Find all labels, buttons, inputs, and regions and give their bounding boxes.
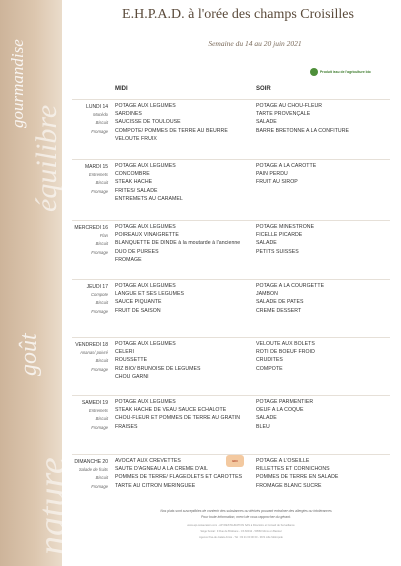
lunch-dish: VELOUTE FRUIX — [115, 135, 157, 142]
leaf-icon — [310, 68, 318, 76]
lunch-dish: STEAK HACHE — [115, 179, 153, 186]
menu-row — [64, 366, 400, 374]
lunch-dish: DUO DE PUREES — [115, 248, 159, 255]
side-dish-label: Fromage — [91, 366, 108, 372]
dinner-dish: SALADE DE PATES — [256, 299, 304, 306]
menu-row — [64, 111, 400, 119]
dinner-dish: POMMES DE TERRE EN SALADE — [256, 474, 339, 481]
dinner-dish: PAIN PERDU — [256, 171, 288, 178]
day-block — [64, 163, 400, 213]
dinner-dish: POTAGE PARMENTIER — [256, 399, 314, 405]
lunch-dish: POTAGE AUX LEGUMES — [115, 283, 176, 289]
side-dish-label: Biscuit — [95, 241, 108, 247]
lunch-dish: CELERI — [115, 349, 135, 356]
side-dish-label: Ananas/ poivré — [80, 350, 108, 356]
day-block — [64, 399, 400, 449]
dinner-dish: BARRE BRETONNE A LA CONFITURE — [256, 127, 350, 134]
lunch-dish: SAUCISSE DE TOULOUSE — [115, 119, 181, 126]
side-dish-label: Entremets — [88, 172, 108, 178]
menu-row — [64, 474, 400, 482]
side-dish-label: Biscuit — [95, 475, 108, 481]
dinner-dish: FICELLE PICARDE — [256, 232, 303, 239]
day-block — [64, 103, 400, 153]
menu-row — [64, 163, 400, 171]
side-dish-label: Biscuit — [95, 358, 108, 364]
day-name: JEUDI 17 — [86, 283, 108, 290]
menu-row — [64, 374, 400, 382]
lunch-dish: LANGUE ET SES LEGUMES — [115, 291, 184, 298]
side-dish-label: Compote — [91, 292, 108, 298]
agency-line: Agence Pas-de-Calais Artois - Tél : 03 21 00 00 00 - RCS Lille Métropole — [199, 536, 283, 539]
day-name: SAMEDI 19 — [81, 399, 108, 406]
allergy-notice: Nos plats sont susceptibles de contenir des substances ou dérivés pouvant entraîner des allergies ou intolérances — [160, 509, 332, 513]
page-title: E.H.P.A.D. à l'orée des champs Croisilles — [122, 7, 354, 22]
dinner-dish: POTAGE A LA CAROTTE — [256, 163, 317, 169]
side-dish-label: Entremets — [88, 408, 108, 414]
dinner-dish: POTAGE MINESTRONE — [256, 224, 315, 230]
side-dish-label: Macédo — [93, 112, 108, 118]
lunch-dish: POTAGE AUX LEGUMES — [115, 341, 176, 347]
menu-row — [64, 128, 400, 136]
lunch-dish: CHOU GARNI — [115, 373, 149, 380]
menu-row — [64, 349, 400, 357]
dinner-dish: CRUDITES — [256, 357, 283, 364]
lunch-dish: RIZ BIO/ BRUNOISE DE LEGUMES — [115, 365, 201, 372]
dinner-dish: FROMAGE BLANC SUCRE — [256, 482, 322, 489]
lunch-dish: ENTREMETS AU CARAMEL — [115, 195, 183, 202]
bio-stamp-text: BIO — [232, 459, 238, 463]
day-block — [64, 283, 400, 333]
lunch-dish: COMPOTE/ POMMES DE TERRE AU BEURRE — [115, 127, 228, 134]
menu-row — [64, 196, 400, 204]
menu-row — [64, 103, 400, 111]
address-line: Siège Social : 9 Rue de Brisbane - CS 60012 - 59560 Mons en Barœul — [200, 530, 282, 533]
decorative-side-band — [0, 0, 73, 566]
day-name: VENDREDI 18 — [75, 341, 108, 348]
dinner-dish: FRUIT AU SIROP — [256, 179, 298, 186]
menu-row — [64, 119, 400, 127]
menu-row — [64, 291, 400, 299]
lunch-dish: POTAGE AUX LEGUMES — [115, 163, 176, 169]
lunch-dish: FROMAGE — [115, 256, 142, 263]
side-dish-label: Fromage — [91, 188, 108, 194]
band-word-3: goût — [16, 333, 42, 376]
dinner-dish: SALADE — [256, 240, 277, 247]
side-dish-label: Biscuit — [95, 120, 108, 126]
lunch-dish: TARTE AU CITRON MERINGUEE — [115, 482, 196, 489]
lunch-dish: ROUSSETTE — [115, 357, 148, 364]
column-header-soir: SOIR — [256, 86, 271, 92]
menu-row — [64, 171, 400, 179]
menu-row — [64, 224, 400, 232]
side-dish-label: Biscuit — [95, 416, 108, 422]
menu-row — [64, 415, 400, 423]
menu-row — [64, 308, 400, 316]
dinner-dish: ROTI DE BOEUF FROID — [256, 349, 315, 356]
menu-row — [64, 299, 400, 307]
column-header-midi: MIDI — [115, 86, 128, 92]
dinner-dish: POTAGE A L'OSEILLE — [256, 458, 310, 464]
menu-row — [64, 283, 400, 291]
menu-row — [64, 188, 400, 196]
side-dish-label: Fromage — [91, 483, 108, 489]
company-line: www.api-restauration.com - API RESTAURATION SAS à Directoire et Conseil de Surveillance — [187, 524, 295, 527]
dinner-dish: PETITS SUISSES — [256, 248, 299, 255]
dinner-dish: CREME DESSERT — [256, 307, 302, 314]
dinner-dish: OEUF A LA COQUE — [256, 407, 304, 414]
dinner-dish: RILLETTES ET CORNICHONS — [256, 466, 330, 473]
menu-row — [64, 249, 400, 257]
menu-row — [64, 407, 400, 415]
band-word-4: nature — [31, 457, 73, 555]
lunch-dish: FRITES/ SALADE — [115, 187, 158, 194]
lunch-dish: CONCOMBRE — [115, 171, 150, 178]
band-word-1: gourmandise — [8, 39, 27, 128]
menu-row — [64, 232, 400, 240]
menu-row — [64, 399, 400, 407]
side-dish-label: Salade de fruits — [78, 467, 108, 473]
side-dish-label: Biscuit — [95, 300, 108, 306]
lunch-dish: POTAGE AUX LEGUMES — [115, 224, 176, 230]
side-dish-label: Biscuit — [95, 180, 108, 186]
day-name: MARDI 15 — [84, 163, 108, 170]
bio-stamp — [226, 455, 244, 467]
side-dish-label: Fromage — [91, 424, 108, 430]
menu-row — [64, 357, 400, 365]
band-word-2: équilibre — [30, 104, 63, 212]
menu-row — [64, 483, 400, 491]
lunch-dish: FRUIT DE SAISON — [115, 307, 161, 314]
menu-row — [64, 179, 400, 187]
side-dish-label: Flan — [99, 233, 108, 239]
side-dish-label: Fromage — [91, 308, 108, 314]
menu-row — [64, 424, 400, 432]
dinner-dish: POTAGE AU CHOU-FLEUR — [256, 103, 323, 109]
lunch-dish: STEAK HACHE DE VEAU SAUCE ECHALOTE — [115, 407, 227, 414]
lunch-dish: POMMES DE TERRE/ FLAGEOLETS ET CAROTTES — [115, 474, 243, 481]
dinner-dish: JAMBON — [256, 291, 278, 298]
dinner-dish: TARTE PROVENÇALE — [256, 111, 311, 118]
menu-row — [64, 257, 400, 265]
menu-row — [64, 240, 400, 248]
lunch-dish: AVOCAT AUX CREVETTES — [115, 458, 181, 464]
side-dish-label: Fromage — [91, 128, 108, 134]
lunch-dish: POIREAUX VINAIGRETTE — [115, 232, 179, 239]
day-block — [64, 224, 400, 274]
dinner-dish: VELOUTE AUX BOLETS — [256, 341, 315, 347]
day-name: LUNDI 14 — [86, 103, 108, 110]
side-dish-label: Fromage — [91, 249, 108, 255]
lunch-dish: FRAISES — [115, 423, 138, 430]
dinner-dish: COMPOTE — [256, 365, 283, 372]
dinner-dish: BLEU — [256, 423, 270, 430]
lunch-dish: SAUCE PIQUANTE — [115, 299, 162, 306]
lunch-dish: SARDINES — [115, 111, 142, 118]
lunch-dish: POTAGE AUX LEGUMES — [115, 103, 176, 109]
dinner-dish: POTAGE A LA COURGETTE — [256, 283, 325, 289]
organic-logo-text: Produit issu de l'agriculture bio — [320, 70, 371, 74]
lunch-dish: BLANQUETTE DE DINDE à la moutarde à l'ancienne — [115, 240, 241, 247]
lunch-dish: POTAGE AUX LEGUMES — [115, 399, 176, 405]
menu-row — [64, 136, 400, 144]
lunch-dish: CHOU-FLEUR ET POMMES DE TERRE AU GRATIN — [115, 415, 241, 422]
menu-row — [64, 341, 400, 349]
contact-notice: Pour toute information, merci de vous rapprocher du gérant. — [201, 515, 291, 519]
dinner-dish: SALADE — [256, 415, 277, 422]
dinner-dish: SALADE — [256, 119, 277, 126]
day-name: MERCREDI 16 — [74, 224, 108, 231]
organic-logo — [310, 68, 398, 76]
lunch-dish: SAUTE D'AGNEAU A LA CREME D'AIL — [115, 466, 208, 473]
menu-row — [64, 466, 400, 474]
day-block — [64, 341, 400, 391]
week-subtitle: Semaine du 14 au 20 juin 2021 — [208, 39, 302, 48]
day-name: DIMANCHE 20 — [74, 458, 108, 465]
